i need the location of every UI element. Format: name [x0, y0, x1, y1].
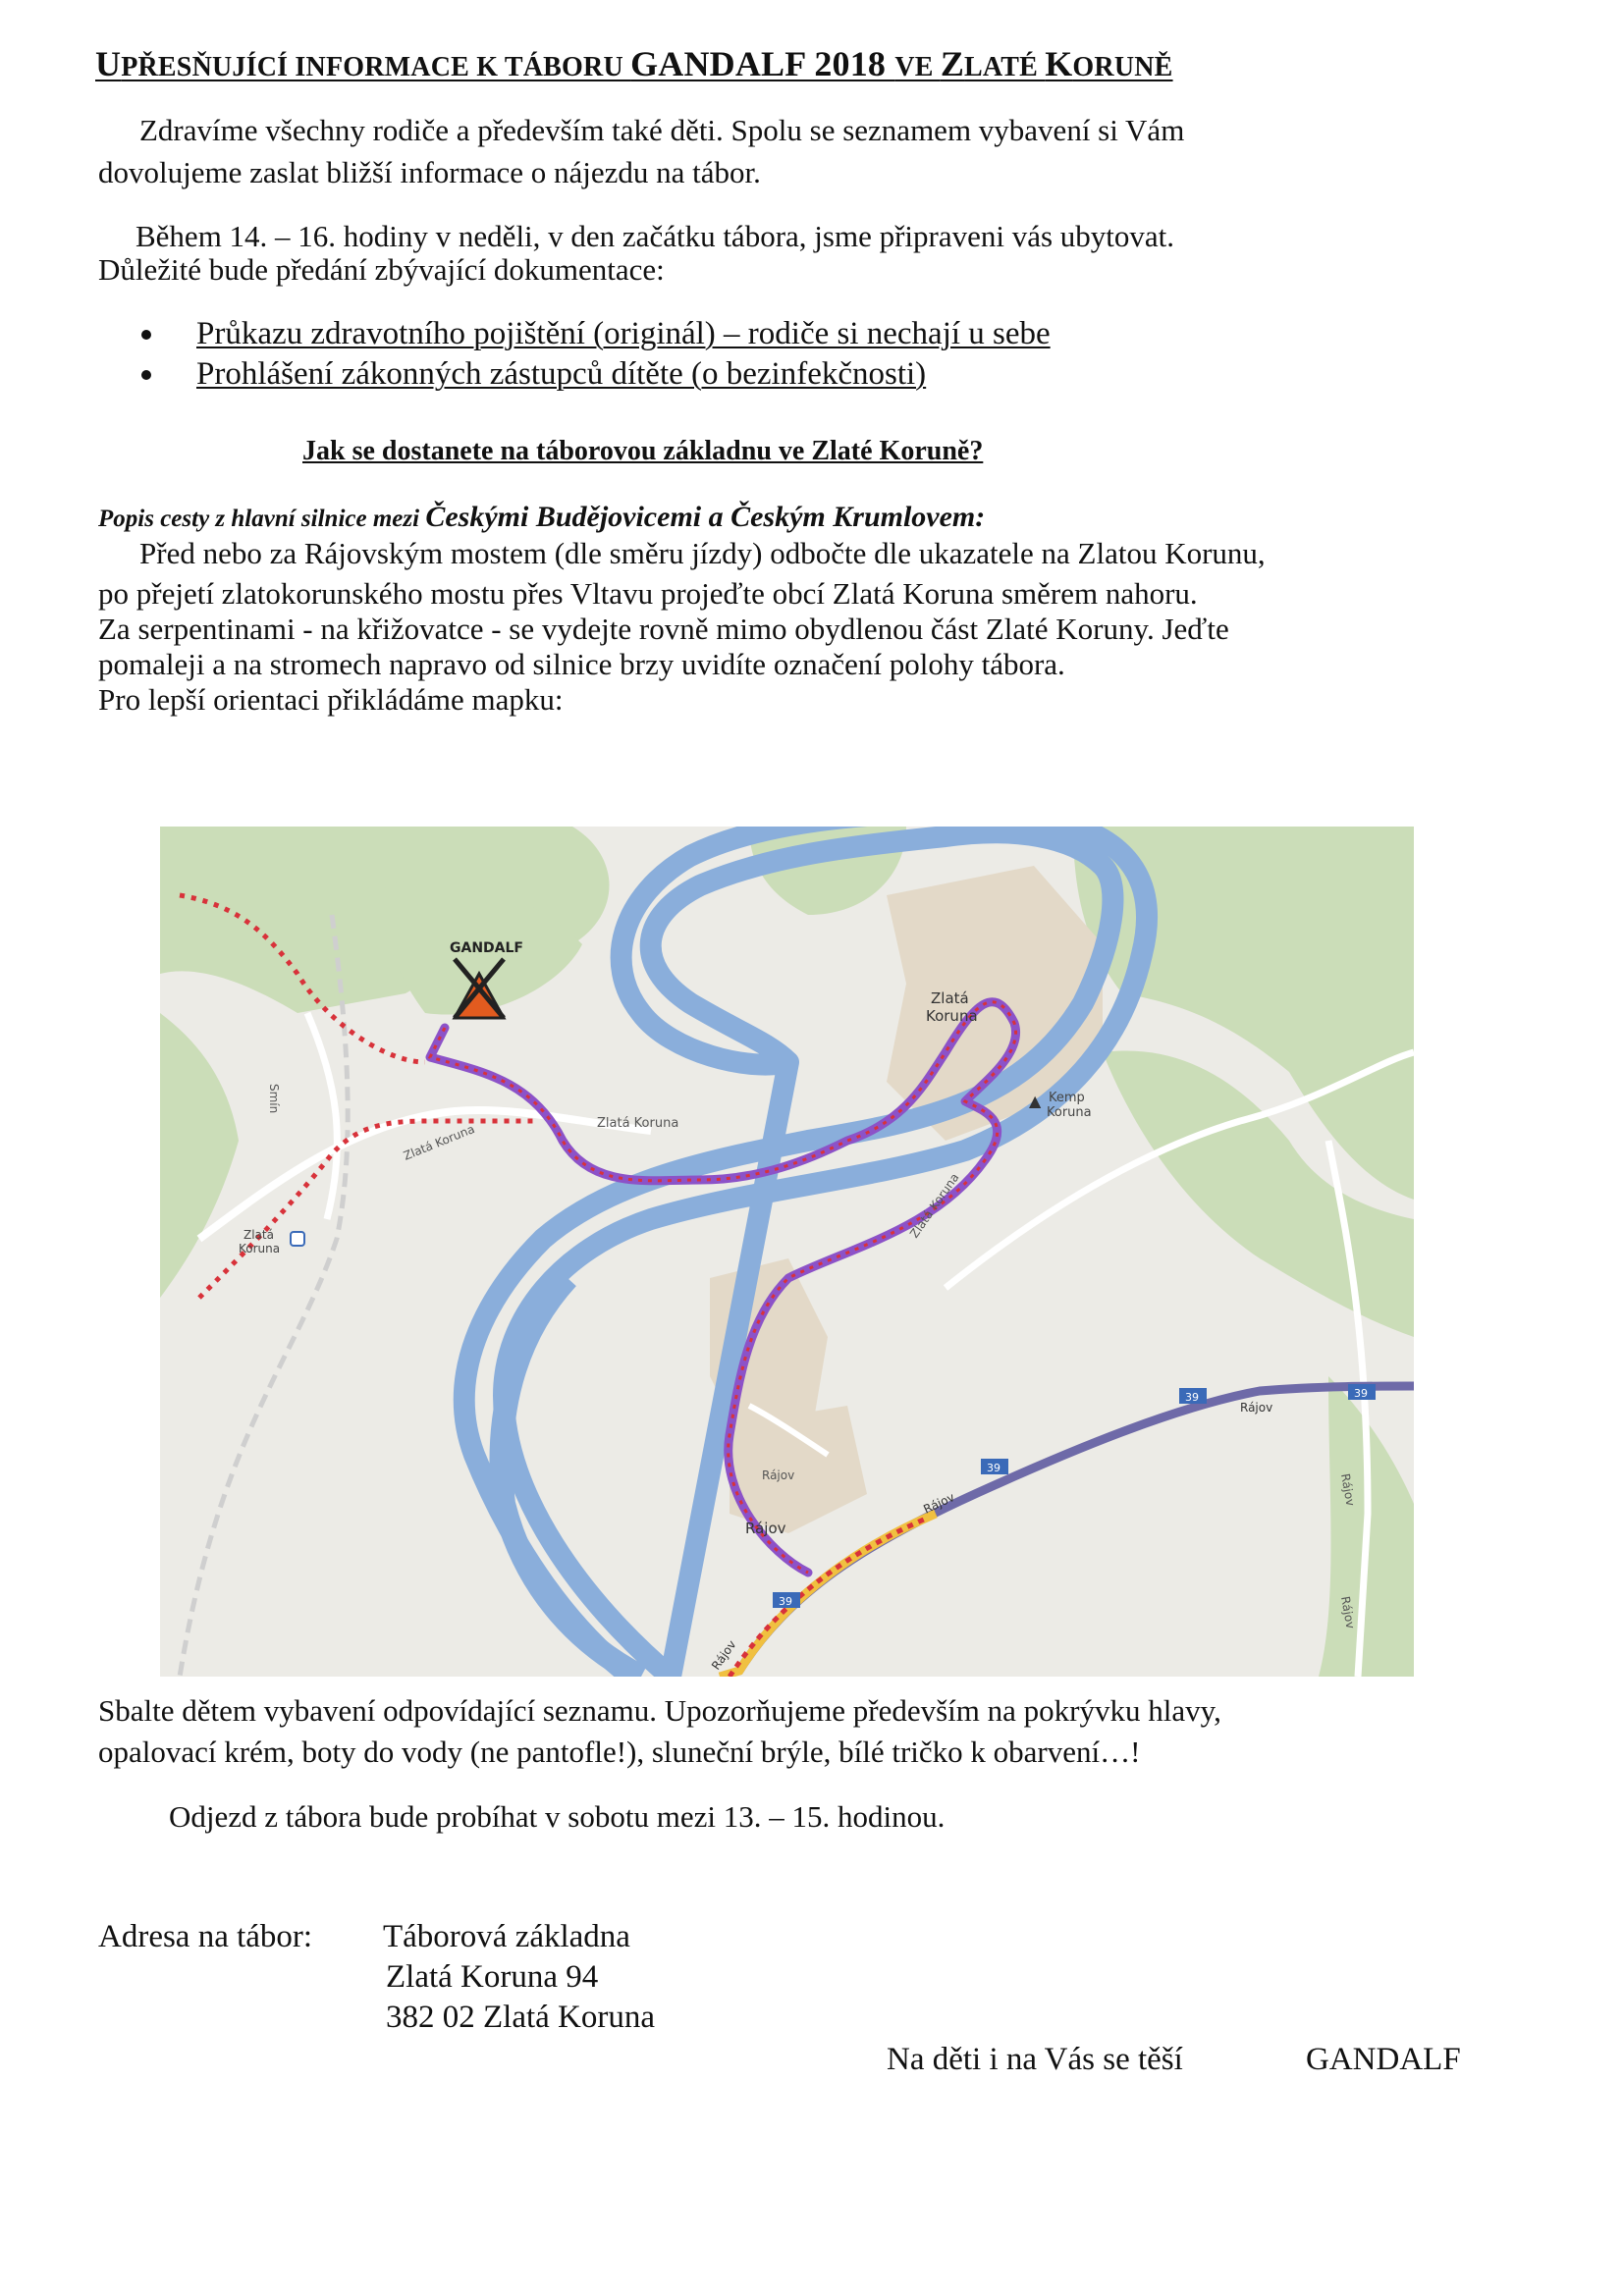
signoff-signature: GANDALF — [1306, 2042, 1461, 2077]
map-label-station-koruna: Koruna — [239, 1242, 281, 1255]
route-line-2: po přejetí zlatokorunského mostu přes Vltavu projeďte obcí Zlatá Koruna směrem nahoru. — [98, 576, 1198, 611]
map-label-zlata: Zlatá — [931, 989, 969, 1007]
packing-line-1: Sbalte dětem vybavení odpovídající seznamu. Upozorňujeme především na pokrývku hlavy, — [98, 1693, 1221, 1728]
map-label-smin: Smín — [267, 1084, 281, 1114]
documents-list — [137, 314, 1051, 395]
map-label-road-zlata-koruna: Zlatá Koruna — [597, 1116, 679, 1131]
map-label-rajov-road-2: Rájov — [921, 1489, 957, 1517]
address-line-2: Zlatá Koruna 94 — [386, 1959, 599, 1995]
svg-text:39: 39 — [779, 1595, 792, 1608]
address-label: Adresa na tábor: — [98, 1919, 313, 1954]
route-line-4: pomaleji a na stromech napravo od silnice brzy uvidíte označení polohy tábora. — [98, 647, 1065, 681]
bullet-icon — [141, 370, 151, 380]
intro-line-1: Zdravíme všechny rodiče a především také děti. Spolu se seznamem vybavení si Vám — [139, 113, 1185, 147]
map-label-gandalf: GANDALF — [450, 940, 523, 956]
bullet-icon — [141, 330, 151, 340]
map-label-road-zlata-koruna-west: Zlatá Koruna — [401, 1121, 477, 1163]
route-heading: Popis cesty z hlavní silnice mezi Českými Budějovicemi a Českým Krumlovem: — [98, 501, 986, 533]
map-label-kemp-koruna: Koruna — [1047, 1105, 1092, 1120]
intro-line-2: dovolujeme zaslat bližší informace o nájezdu na tábor. — [98, 155, 761, 189]
map-label-rajov-town: Rájov — [745, 1520, 786, 1537]
map-label-station-zlata: Zlatá — [243, 1228, 274, 1242]
route-shield-icon — [1179, 1388, 1207, 1404]
route-map — [160, 827, 1414, 1677]
map-label-rajov-small: Rájov — [762, 1468, 795, 1482]
route-line-1: Před nebo za Rájovským mostem (dle směru jízdy) odbočte dle ukazatele na Zlatou Korunu, — [139, 536, 1266, 570]
kemp-icon: ▲ — [1029, 1092, 1042, 1110]
list-item: Průkazu zdravotního pojištění (originál) – rodiče si nechají u sebe — [137, 314, 1051, 354]
map-label-rajov-bottom: Rájov — [708, 1637, 739, 1673]
signoff-text: Na děti i na Vás se těší — [887, 2042, 1183, 2077]
train-station-icon — [291, 1232, 304, 1246]
map-label-rajov-right-2: Rájov — [1338, 1595, 1358, 1630]
route-shield-icon — [1348, 1384, 1376, 1400]
svg-text:39: 39 — [987, 1462, 1000, 1474]
route-shield-icon — [981, 1459, 1008, 1474]
list-item: Prohlášení zákonných zástupců dítěte (o bezinfekčnosti) — [137, 354, 1051, 395]
route-subheading: Jak se dostanete na táborovou základnu ve Zlaté Koruně? — [302, 436, 984, 466]
route-shield-icon — [773, 1592, 800, 1608]
map-label-koruna: Koruna — [926, 1007, 978, 1025]
svg-text:39: 39 — [1354, 1387, 1368, 1400]
route-line-5: Pro lepší orientaci přikládáme mapku: — [98, 682, 564, 717]
arrival-line-1: Během 14. – 16. hodiny v neděli, v den začátku tábora, jsme připraveni vás ubytovat. — [135, 219, 1175, 253]
svg-text:39: 39 — [1185, 1391, 1199, 1404]
packing-line-2: opalovací krém, boty do vody (ne pantofle!), sluneční brýle, bílé tričko k obarvení…! — [98, 1735, 1141, 1769]
map-label-rajov-right: Rájov — [1338, 1472, 1358, 1508]
page-title: UPŘESŇUJÍCÍ INFORMACE K TÁBORU GANDALF 2018 VE ZLATÉ KORUNĚ — [95, 44, 1173, 83]
address-line-1: Táborová základna — [383, 1919, 630, 1954]
map-label-rajov-road: Rájov — [1240, 1401, 1273, 1415]
map-label-road-zlata-koruna-diag: Zlatá Koruna — [906, 1170, 962, 1241]
arrival-line-2: Důležité bude předání zbývající dokumentace: — [98, 252, 665, 287]
map-label-kemp: Kemp — [1049, 1091, 1085, 1105]
address-line-3: 382 02 Zlatá Koruna — [386, 2000, 656, 2035]
departure-text: Odjezd z tábora bude probíhat v sobotu mezi 13. – 15. hodinou. — [169, 1799, 946, 1834]
route-line-3: Za serpentinami - na křižovatce - se vydejte rovně mimo obydlenou část Zlaté Koruny. Jeďte — [98, 612, 1229, 646]
